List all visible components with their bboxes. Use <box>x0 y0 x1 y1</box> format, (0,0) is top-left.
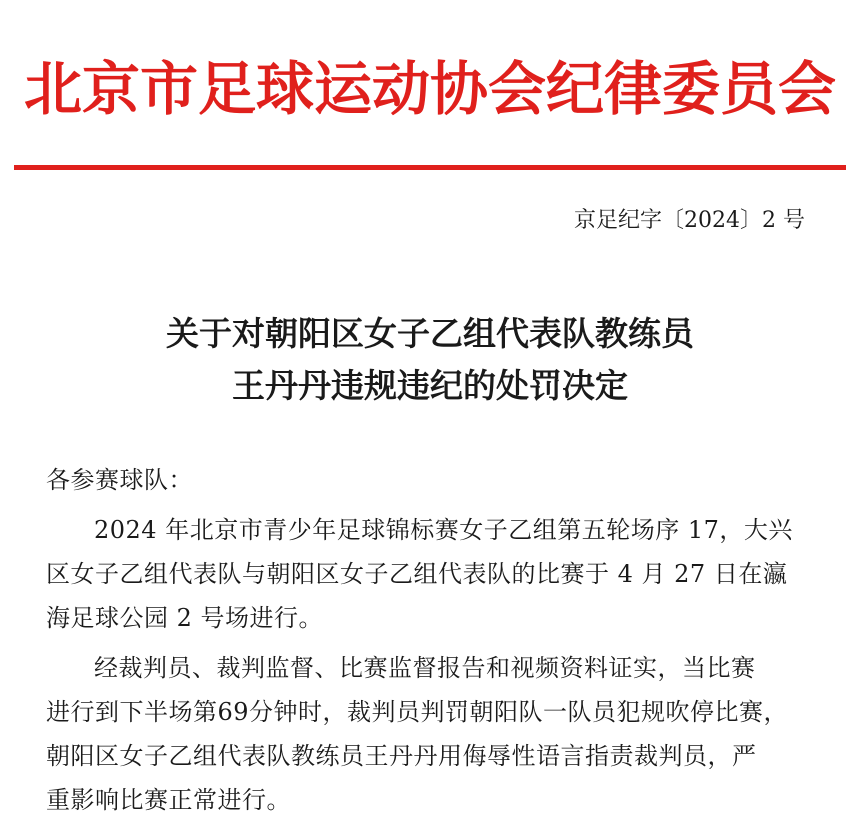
paragraph-2-line-1: 经裁判员、裁判监督、比赛监督报告和视频资料证实，当比赛 <box>94 654 756 682</box>
header-red-rule <box>14 165 846 170</box>
paragraph-1-line-2: 区女子乙组代表队与朝阳区女子乙组代表队的比赛于 4 月 27 日在瀛 <box>46 560 788 588</box>
document-title-line-2: 王丹丹违规违纪的处罚决定 <box>232 366 628 405</box>
document-title-line-1: 关于对朝阳区女子乙组代表队教练员 <box>166 314 694 353</box>
document-body <box>46 458 816 822</box>
document-title <box>0 308 860 412</box>
salutation: 各参赛球队： <box>46 466 193 494</box>
paragraph-1 <box>46 508 816 640</box>
paragraph-2-line-4: 重影响比赛正常进行。 <box>46 786 291 814</box>
paragraph-1-line-1: 2024 年北京市青少年足球锦标赛女子乙组第五轮场序 17，大兴 <box>94 516 793 544</box>
paragraph-2-line-3: 朝阳区女子乙组代表队教练员王丹丹用侮辱性语言指责裁判员，严 <box>46 742 757 770</box>
paragraph-1-line-3: 海足球公园 2 号场进行。 <box>46 604 324 632</box>
paragraph-2 <box>46 646 816 822</box>
document-number: 京足纪字〔2024〕2 号 <box>574 208 805 233</box>
document-header-title: 北京市足球运动协会纪律委员会 <box>23 55 836 123</box>
paragraph-2-line-2: 进行到下半场第69分钟时，裁判员判罚朝阳队一队员犯规吹停比赛， <box>46 698 789 726</box>
